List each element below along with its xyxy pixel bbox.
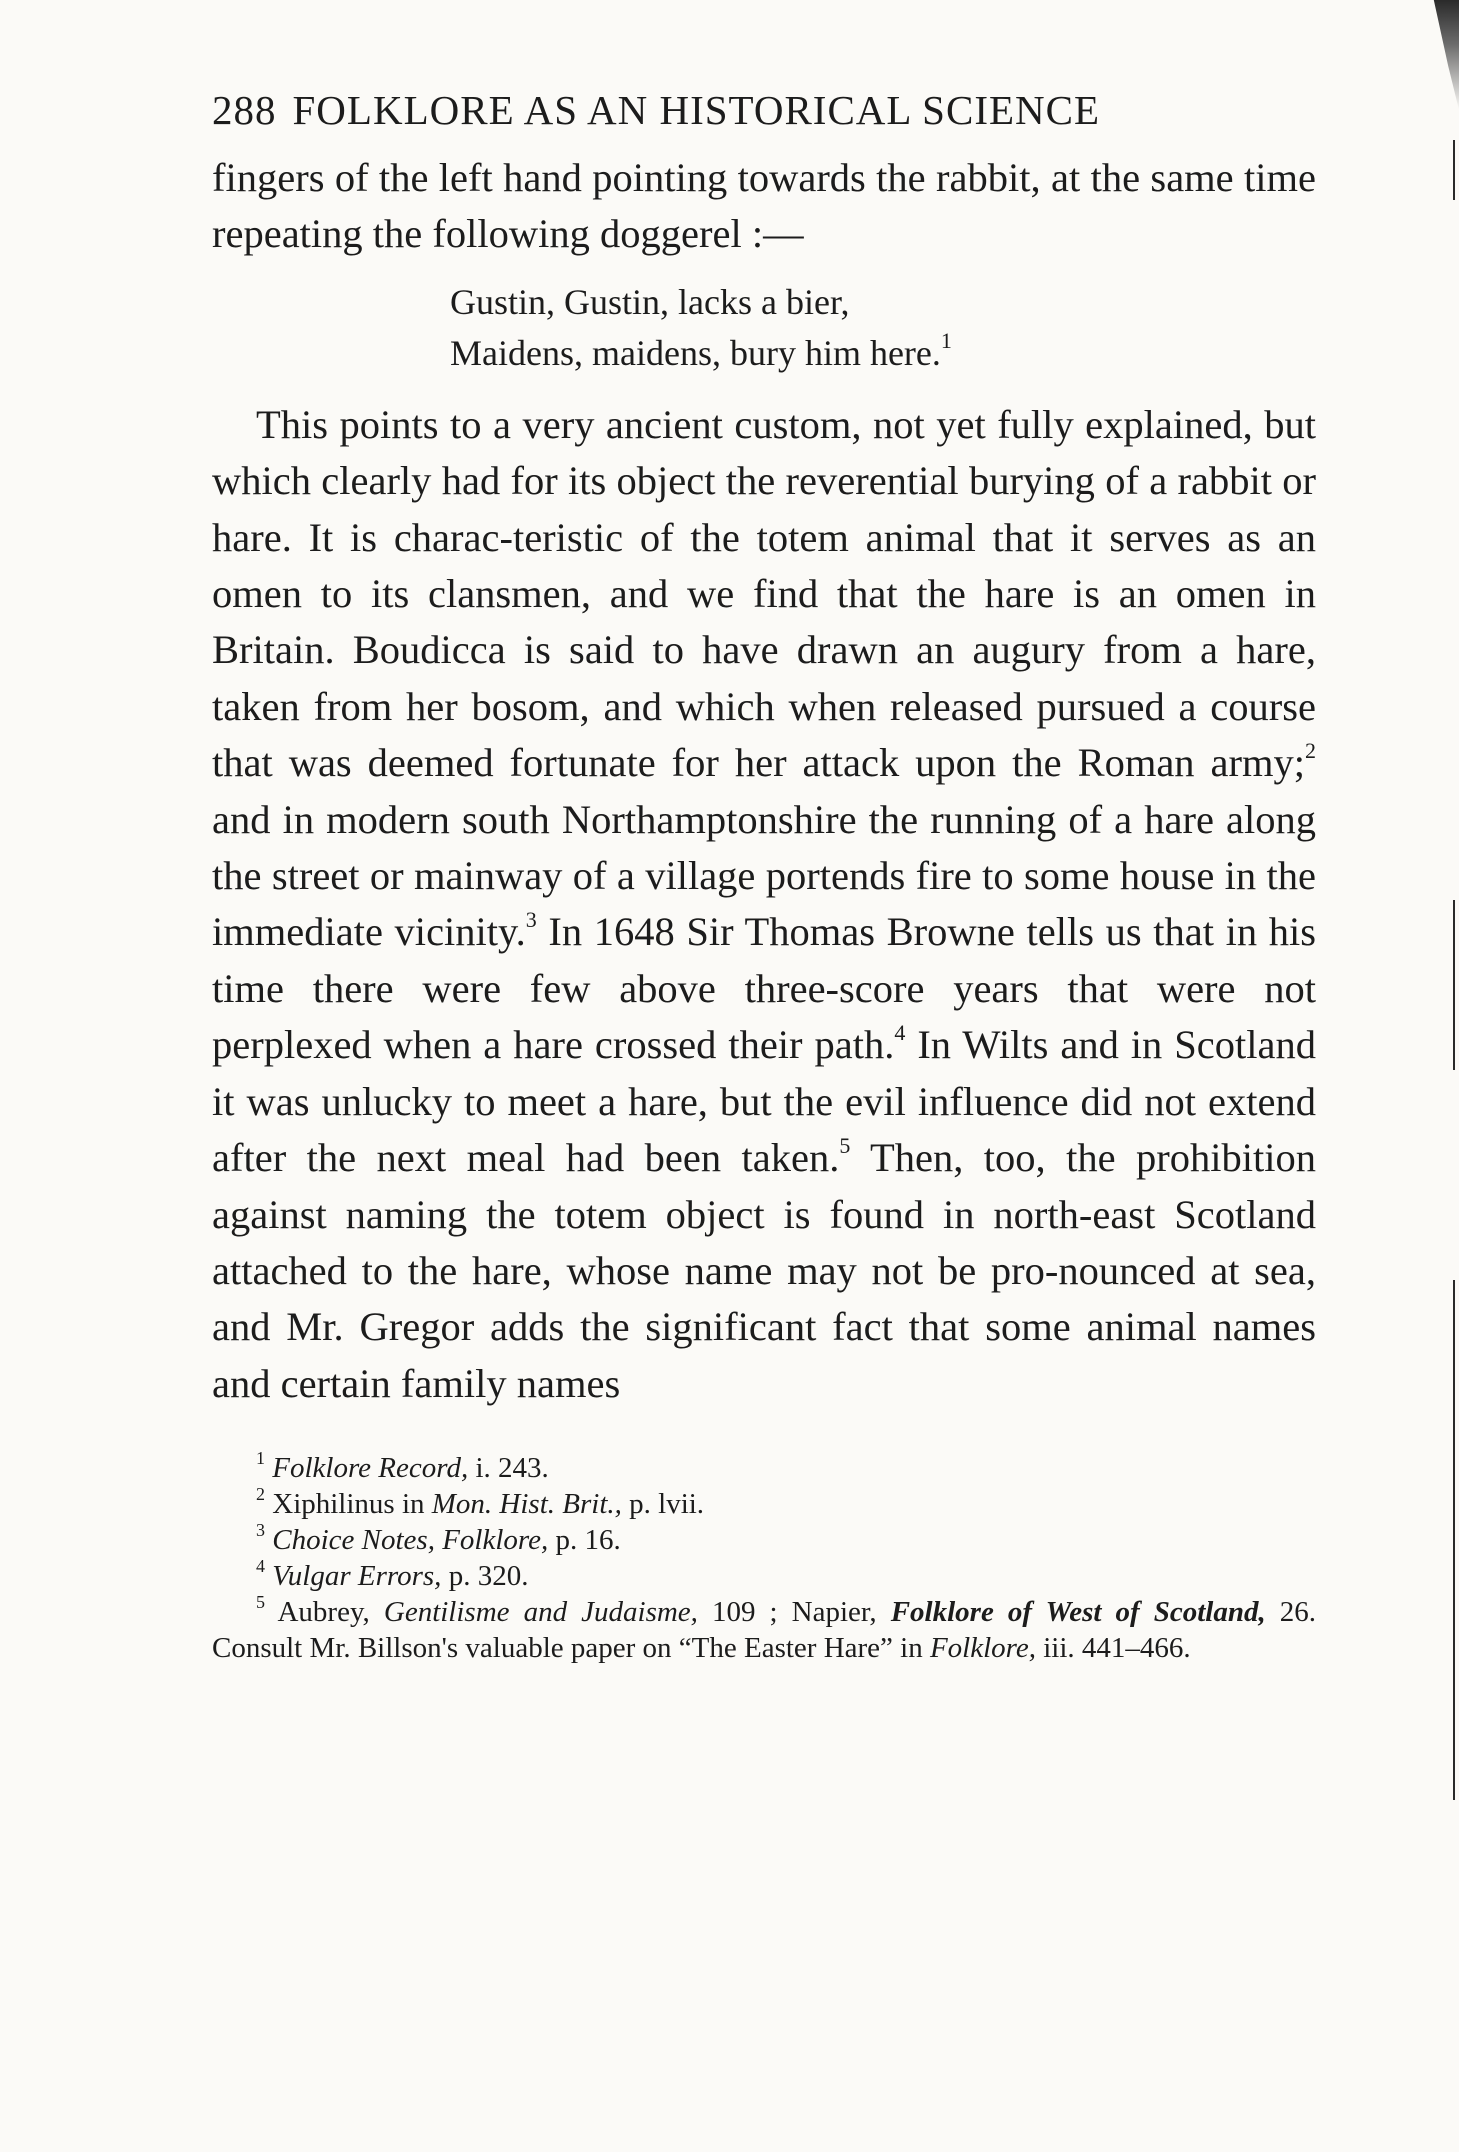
footnote-ref-3: 3 [525,906,537,932]
page-edge-line [1453,140,1455,200]
body-text [212,150,1316,1412]
verse-line: Gustin, Gustin, lacks a bier, [450,281,850,322]
page-edge-line [1453,900,1455,1070]
page-number: 288 [212,87,277,133]
footnote-1: $^1$ Folklore Record, i. 243. [256,1448,549,1485]
main-paragraph: This points to a very ancient custom, not yet fully explained, but which clearly had for its object the reverential burying of a rabbit or hare. It is charac-teristic of the totem animal that it serves as an omen to its clansmen, and we find that the hare is an omen in Britain. Boudicca is said to have drawn an augury from a hare, taken from her bosom, and which when released pursued a course that was deemed fortunate for her attack upon the Roman army;$^2$ and in modern south Northamptonshire the running of a hare along the street or mainway of a village portends fire to some house in the immediate vicinity.$^3$ In 1648 Sir Thomas Browne tells us that in his time there were few above three-score years that were not perplexed when a hare crossed their path.$^4$ In Wilts and in Scotland it was unlucky to meet a hare, but the evil influence did not extend after the next meal had been taken.$^5$ Then, too, the prohibition against naming the totem object is found in north-east Scotland attached to the hare, whose name may not be pro-nounced at sea, and Mr. Gregor adds the significant fact that some animal names and certain family names [212,401,1316,1406]
footnote-2: $^2$ Xiphilinus in Mon. Hist. Brit., p. lvii. [256,1484,705,1521]
footnote-5: $^5$ Aubrey, Gentilisme and Judaisme, 109 ; Napier, Folklore of West of Scotland, 26. Consult Mr. Billson's valuable paper on “The Easter Hare” in Folklore, iii. 441–466. [212,1592,1317,1665]
footnote-ref-4: 4 [894,1019,906,1045]
footnotes [212,1450,1316,1666]
footnote-4: $^4$ Vulgar Errors, p. 320. [256,1556,529,1593]
verse-line: Maidens, maidens, bury him here.$^1$ [450,327,952,373]
book-page [212,84,1316,1666]
page-edge-line [1453,1280,1455,1800]
running-title: FOLKLORE AS AN HISTORICAL SCIENCE [292,87,1101,133]
footnote-ref-1: 1 [940,327,952,353]
running-header [212,84,1316,140]
footnote-3: $^3$ Choice Notes, Folklore, p. 16. [256,1520,621,1557]
page-edge-smudge [1423,0,1459,110]
footnote-ref-2: 2 [1305,737,1316,763]
doggerel-verse [450,277,1316,379]
footnote-ref-5: 5 [839,1132,851,1158]
opening-paragraph: fingers of the left hand pointing towards the rabbit, at the same time repeating the following doggerel :— [212,155,1316,257]
